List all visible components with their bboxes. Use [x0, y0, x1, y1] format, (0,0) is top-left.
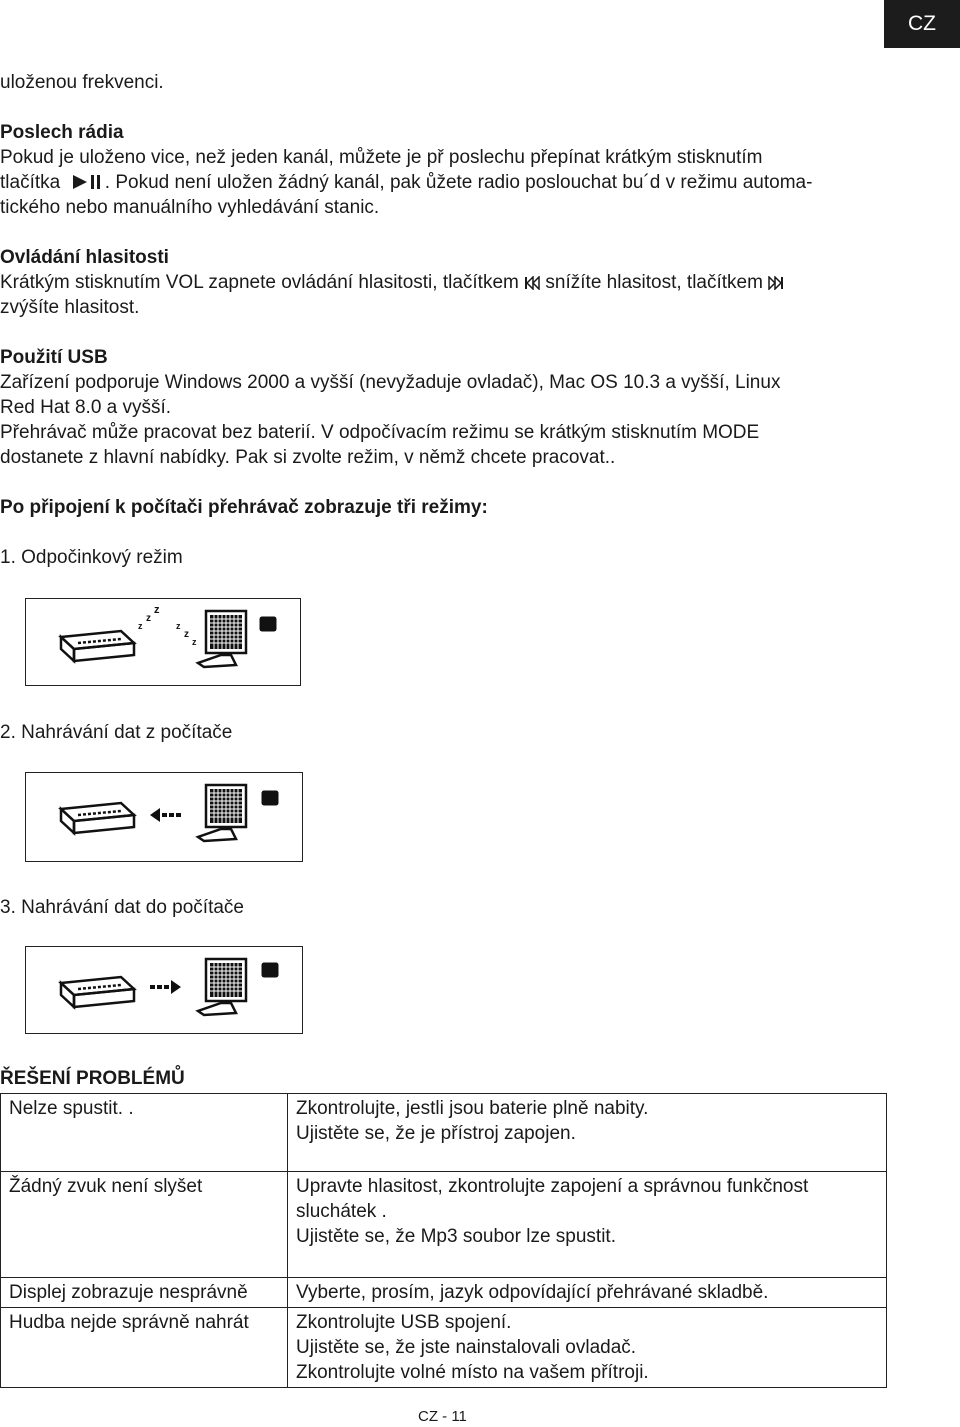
computer-monitor-icon [198, 785, 246, 841]
computer-monitor-icon [198, 611, 246, 667]
solution-line: Zkontrolujte, jestli jsou baterie plně nabity. [296, 1098, 649, 1119]
solution-line: Zkontrolujte volné místo na vašem přítroji. [296, 1362, 649, 1383]
svg-text:z: z [176, 621, 181, 631]
table-row [1, 1308, 887, 1388]
lcd-screen-rest-mode [25, 598, 301, 686]
status-block-icon [262, 963, 278, 977]
usb-text-line1: Zařízení podporuje Windows 2000 a vyšší (nevyžaduje ovladač), Mac OS 10.3 a vyšší, Linux [0, 372, 781, 393]
usb-text-line2: Red Hat 8.0 a vyšší. [0, 397, 172, 418]
sleep-z-icon [138, 604, 197, 647]
player-device-icon [61, 977, 134, 1007]
volume-text-line2: zvýšíte hlasitost. [0, 297, 140, 318]
usb-text-line3: Přehrávač může pracovat bez baterií. V odpočívacím režimu se krátkým stisknutím MODE [0, 422, 760, 443]
solution-line: Vyberte, prosím, jazyk odpovídající přehrávané skladbě. [296, 1282, 769, 1303]
mode1-label: 1. Odpočinkový režim [0, 547, 183, 568]
solution-cell [288, 1172, 887, 1278]
usb-heading: Použití USB [0, 347, 108, 368]
svg-text:z: z [184, 629, 189, 640]
solution-cell [288, 1308, 887, 1388]
skip-back-icon [524, 276, 540, 290]
volume-heading: Ovládání hlasitosti [0, 247, 169, 268]
problem-cell: Nelze spustit. . [1, 1094, 288, 1172]
troubleshooting-heading: ŘEŠENÍ PROBLÉMŮ [0, 1068, 185, 1089]
solution-line: sluchátek . [296, 1201, 387, 1222]
problem-cell: Displej zobrazuje nesprávně [1, 1278, 288, 1308]
upload-mode-illustration [26, 947, 301, 1032]
language-badge: CZ [884, 0, 960, 48]
mode2-label: 2. Nahrávání dat z počítače [0, 722, 233, 743]
player-device-icon [61, 803, 134, 833]
computer-monitor-icon [198, 959, 246, 1015]
arrow-right-icon [150, 980, 181, 994]
radio-text-line2-a: tlačítka [0, 172, 61, 193]
solution-line: Ujistěte se, že jste nainstalovali ovladač. [296, 1337, 637, 1358]
solution-line: Ujistěte se, že Mp3 soubor lze spustit. [296, 1226, 616, 1247]
modes-heading: Po připojení k počítači přehrávač zobrazuje tři režimy: [0, 497, 488, 518]
page-number: CZ - 11 [418, 1408, 467, 1425]
svg-text:z: z [154, 604, 160, 616]
table-row [1, 1278, 887, 1308]
lcd-screen-upload-mode [25, 946, 303, 1034]
solution-line: Ujistěte se, že je přístroj zapojen. [296, 1123, 576, 1144]
mode3-label: 3. Nahrávání dat do počítače [0, 897, 244, 918]
radio-text-line1: Pokud je uloženo vice, než jeden kanál, můžete je př poslechu přepínat krátkým stisknutím [0, 147, 763, 168]
volume-text-line1-b: snížíte hlasitost, tlačítkem [545, 272, 763, 293]
table-row [1, 1094, 887, 1172]
intro-text: uloženou frekvenci. [0, 72, 164, 93]
rest-mode-illustration [26, 599, 299, 684]
radio-heading: Poslech rádia [0, 122, 124, 143]
radio-text-line3: tického nebo manuálního vyhledávání stanic. [0, 197, 380, 218]
radio-text-line2 [0, 170, 812, 195]
usb-text-line4: dostanete z hlavní nabídky. Pak si zvolte režim, v němž chcete pracovat.. [0, 447, 616, 468]
lcd-screen-download-mode [25, 772, 303, 862]
problem-cell: Hudba nejde správně nahrát [1, 1308, 288, 1388]
solution-cell [288, 1094, 887, 1172]
problem-cell: Žádný zvuk není slyšet [1, 1172, 288, 1278]
arrow-left-icon [150, 808, 181, 822]
volume-text-line1 [0, 270, 784, 295]
status-block-icon [260, 617, 276, 631]
svg-text:z: z [146, 613, 151, 624]
play-pause-icon [71, 174, 105, 190]
svg-text:z: z [138, 621, 143, 631]
troubleshooting-table [0, 1093, 887, 1388]
player-device-icon [61, 631, 134, 661]
status-block-icon [262, 791, 278, 805]
solution-line: Zkontrolujte USB spojení. [296, 1312, 512, 1333]
svg-text:z: z [192, 637, 197, 647]
skip-forward-icon [768, 276, 784, 290]
solution-line: Upravte hlasitost, zkontrolujte zapojení a správnou funkčnost [296, 1176, 809, 1197]
solution-cell [288, 1278, 887, 1308]
volume-text-line1-a: Krátkým stisknutím VOL zapnete ovládání hlasitosti, tlačítkem [0, 272, 519, 293]
table-row [1, 1172, 887, 1278]
radio-text-line2-b: . Pokud není uložen žádný kanál, pak ůžete radio poslouchat bu´d v režimu automa- [104, 172, 813, 193]
download-mode-illustration [26, 773, 301, 860]
